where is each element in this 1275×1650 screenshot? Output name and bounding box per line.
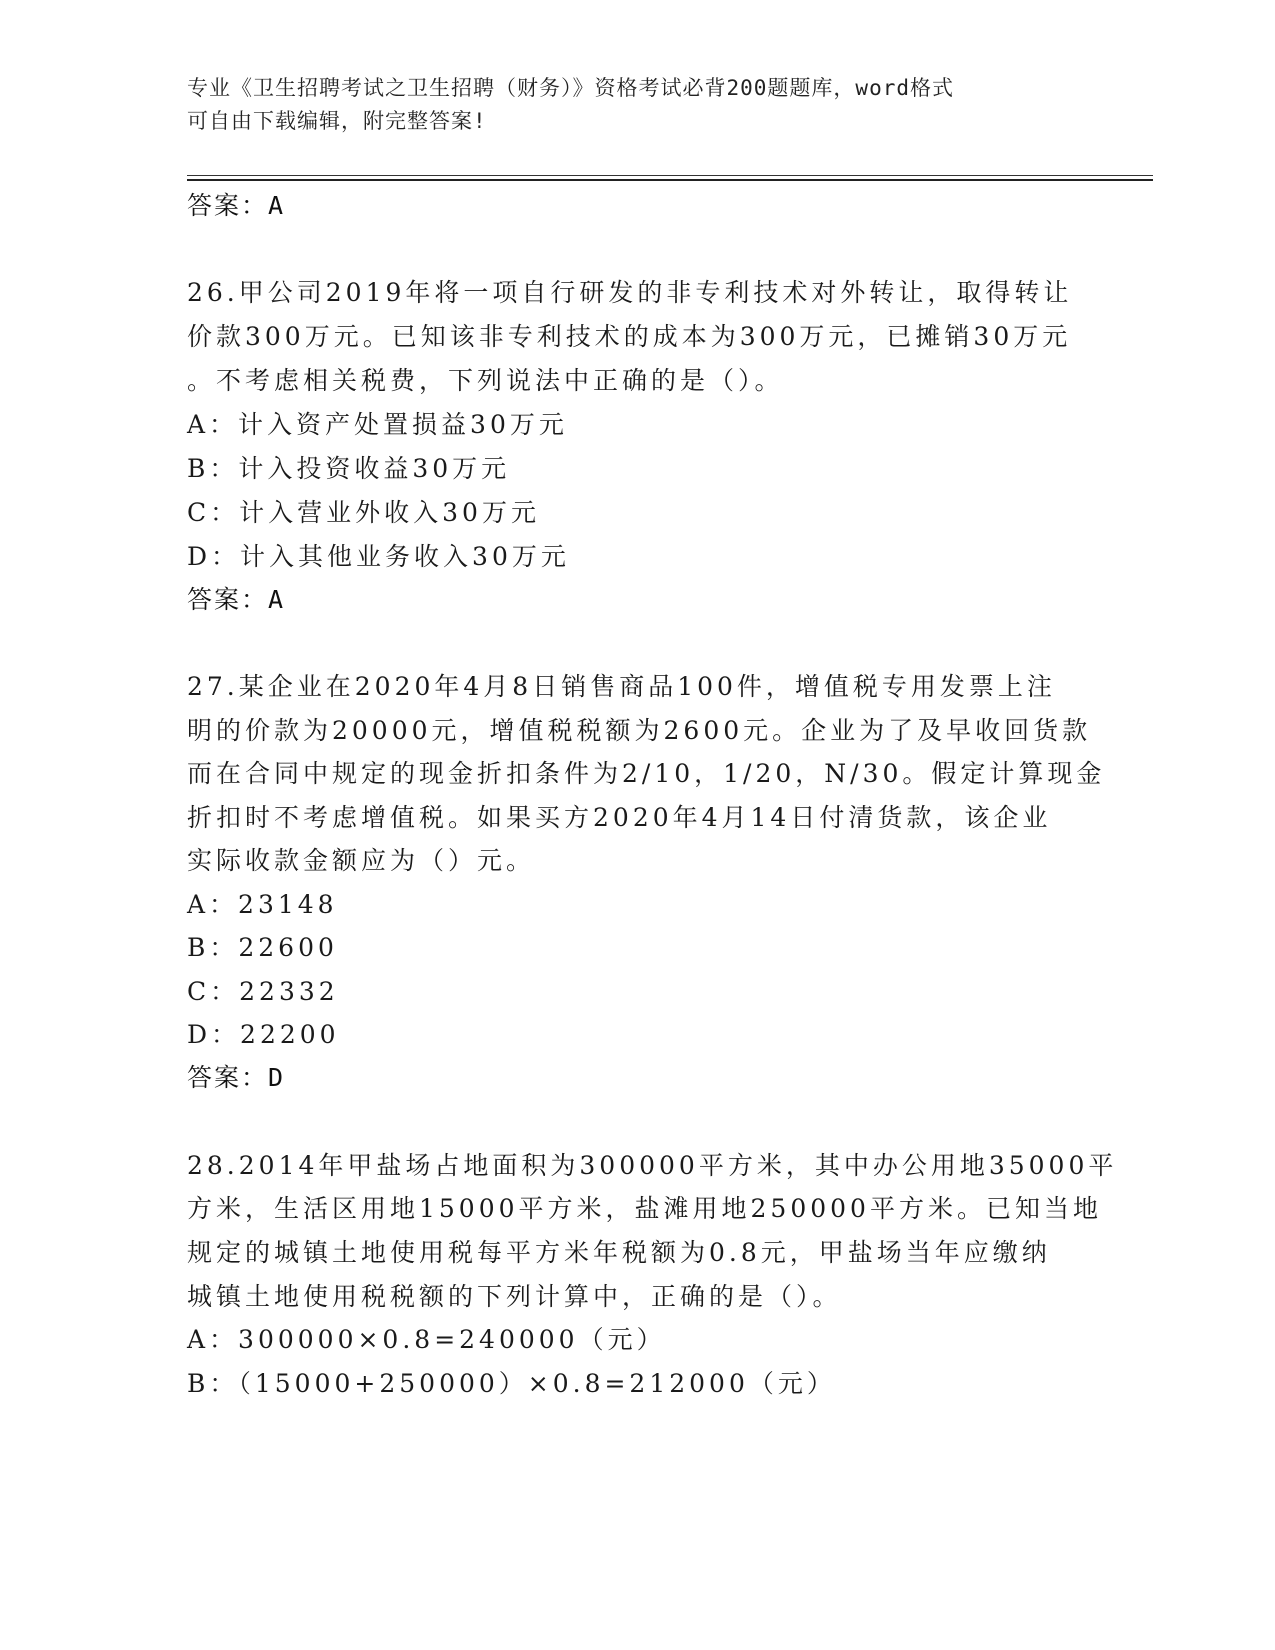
answer-q27: 答案：D <box>187 1063 286 1092</box>
header-divider-thin <box>187 175 1153 176</box>
q27-option-b: B：22600 <box>187 933 338 962</box>
answer-q26: 答案：A <box>187 585 286 614</box>
q26-stem-line-3: 。不考虑相关税费，下列说法中正确的是（）。 <box>187 366 784 395</box>
q28-stem-line-3: 规定的城镇土地使用税每平方米年税额为0.8元，甲盐场当年应缴纳 <box>187 1238 1051 1267</box>
q28-stem-line-1: 28.2014年甲盐场占地面积为300000平方米，其中办公用地35000平 <box>187 1151 1118 1180</box>
q27-stem-line-5: 实际收款金额应为（）元。 <box>187 846 536 875</box>
q28-option-a: A：300000×0.8=240000（元） <box>187 1325 666 1354</box>
header-title-line-1: 专业《卫生招聘考试之卫生招聘（财务）》资格考试必背200题题库，word格式 <box>187 76 954 100</box>
header-title-line-2: 可自由下载编辑，附完整答案! <box>187 109 487 133</box>
q27-stem-line-4: 折扣时不考虑增值税。如果买方2020年4月14日付清货款，该企业 <box>187 803 1052 832</box>
q26-option-d: D：计入其他业务收入30万元 <box>187 542 570 571</box>
q27-stem-line-3: 而在合同中规定的现金折扣条件为2/10，1/20，N/30。假定计算现金 <box>187 759 1106 788</box>
q26-option-c: C：计入营业外收入30万元 <box>187 498 540 527</box>
q27-option-c: C：22332 <box>187 977 339 1006</box>
q28-option-b: B：（15000+250000）×0.8=212000（元） <box>187 1369 836 1398</box>
q26-stem-line-2: 价款300万元。已知该非专利技术的成本为300万元，已摊销30万元 <box>187 322 1072 351</box>
q27-stem-line-2: 明的价款为20000元，增值税税额为2600元。企业为了及早收回货款 <box>187 716 1092 745</box>
q28-stem-line-2: 方米，生活区用地15000平方米，盐滩用地250000平方米。已知当地 <box>187 1194 1102 1223</box>
q28-stem-line-4: 城镇土地使用税税额的下列计算中，正确的是（）。 <box>187 1282 842 1311</box>
q27-option-a: A：23148 <box>187 890 338 919</box>
header-divider-thick <box>187 179 1153 181</box>
q26-option-b: B：计入投资收益30万元 <box>187 454 511 483</box>
q26-option-a: A：计入资产处置损益30万元 <box>187 410 568 439</box>
document-header <box>187 72 1067 138</box>
q27-option-d: D：22200 <box>187 1020 340 1049</box>
q27-stem-line-1: 27.某企业在2020年4月8日销售商品100件，增值税专用发票上注 <box>187 672 1056 701</box>
answer-q25: 答案：A <box>187 191 286 220</box>
q26-stem-line-1: 26.甲公司2019年将一项自行研发的非专利技术对外转让，取得转让 <box>187 278 1073 307</box>
